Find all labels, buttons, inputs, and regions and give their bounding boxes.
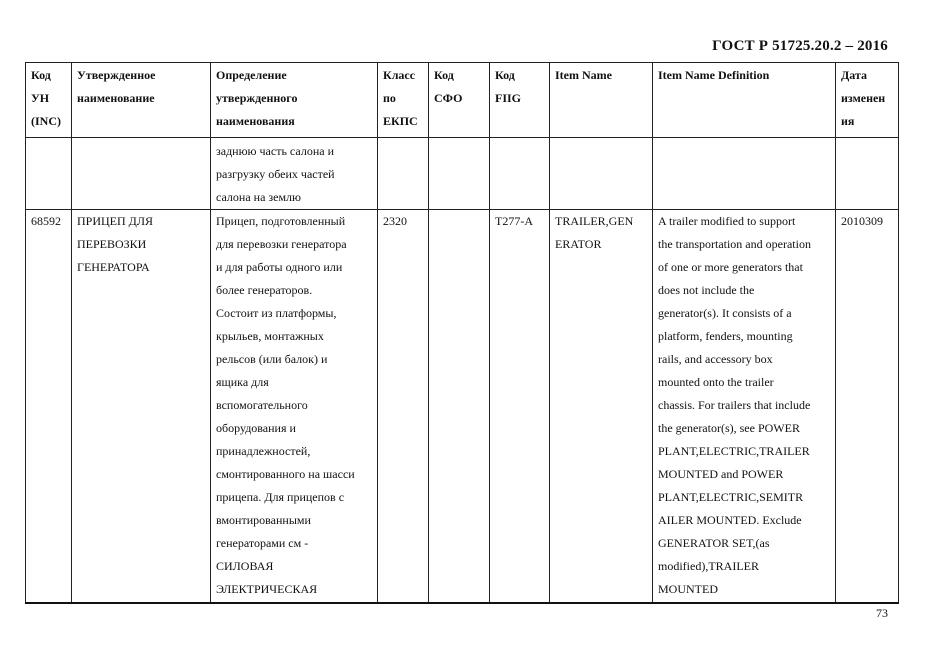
column-header	[72, 63, 211, 138]
cell-line: ЭЛЕКТРИЧЕСКАЯ	[216, 582, 318, 596]
column-header	[26, 63, 72, 138]
cell-line: MOUNTED and POWER	[658, 467, 784, 481]
cell-line: rails, and accessory box	[658, 352, 773, 366]
table-cell	[378, 138, 429, 210]
table-cell	[653, 138, 836, 210]
cell-line: T277-A	[495, 214, 533, 228]
cell-line: the transportation and operation	[658, 237, 811, 251]
cell-line: modified),TRAILER	[658, 559, 759, 573]
column-header	[490, 63, 550, 138]
column-header-line: FIIG	[495, 91, 522, 105]
table-cell	[378, 210, 429, 604]
page-number: 73	[876, 606, 888, 620]
cell-line: does not include the	[658, 283, 755, 297]
cell-line: принадлежностей,	[216, 444, 311, 458]
column-header-line: изменен	[841, 91, 886, 105]
column-header-line: ия	[841, 114, 855, 128]
cell-line: Прицеп, подготовленный	[216, 214, 346, 228]
cell-line: MOUNTED	[658, 582, 718, 596]
document-title: ГОСТ Р 51725.20.2 – 2016	[712, 38, 888, 54]
table-cell	[72, 138, 211, 210]
cell-line: рельсов (или балок) и	[216, 352, 328, 366]
cell-line: the generator(s), see POWER	[658, 421, 800, 435]
table-cell	[211, 210, 378, 604]
cell-line: вмонтированными	[216, 513, 311, 527]
cell-line: 2010309	[841, 214, 883, 228]
column-header-line: Класс	[383, 68, 416, 82]
column-header-line: Утвержденное	[77, 68, 156, 82]
cell-line: 2320	[383, 214, 407, 228]
cell-line: салона на землю	[216, 190, 302, 204]
cell-line: of one or more generators that	[658, 260, 803, 274]
table-cell	[26, 138, 72, 210]
cell-line: GENERATOR SET,(as	[658, 536, 770, 550]
table-cell	[490, 210, 550, 604]
column-header-line: по	[383, 91, 396, 105]
column-header	[550, 63, 653, 138]
table-cell	[836, 210, 899, 604]
cell-line: ПРИЦЕП ДЛЯ	[77, 214, 153, 228]
cell-line: ящика для	[216, 375, 269, 389]
column-header-line: ЕКПС	[383, 114, 418, 128]
column-header-line: Код	[495, 68, 515, 82]
table-cell	[429, 210, 490, 604]
cell-line: ERATOR	[555, 237, 602, 251]
table-cell	[550, 210, 653, 604]
cell-line: оборудования и	[216, 421, 296, 435]
cell-line: крыльев, монтажных	[216, 329, 324, 343]
cell-line: прицепа. Для прицепов с	[216, 490, 345, 504]
table-cell	[653, 210, 836, 604]
cell-line: вспомогательного	[216, 398, 308, 412]
cell-line: ПЕРЕВОЗКИ	[77, 237, 147, 251]
table-cell	[211, 138, 378, 210]
cell-line: генераторами см -	[216, 536, 309, 550]
column-header-line: Код	[31, 68, 51, 82]
column-header-line: (INC)	[31, 114, 61, 128]
column-header-line: наименование	[77, 91, 155, 105]
table-cell	[550, 138, 653, 210]
column-header-line: Код	[434, 68, 454, 82]
column-header	[378, 63, 429, 138]
cell-line: разгрузку обеих частей	[216, 167, 335, 181]
table-cell	[72, 210, 211, 604]
table-header-row	[26, 63, 899, 138]
table-row	[26, 210, 899, 604]
cell-line: PLANT,ELECTRIC,SEMITR	[658, 490, 804, 504]
column-header-line: Дата	[841, 68, 867, 82]
cell-line: mounted onto the trailer	[658, 375, 774, 389]
cell-line: заднюю часть салона и	[216, 144, 334, 158]
column-header-line: наименования	[216, 114, 295, 128]
column-header-line: Item Name Definition	[658, 68, 770, 82]
cell-line: для перевозки генератора	[216, 237, 347, 251]
table-row	[26, 138, 899, 210]
column-header-line: утвержденного	[216, 91, 298, 105]
column-header-line: Item Name	[555, 68, 612, 82]
cell-line: PLANT,ELECTRIC,TRAILER	[658, 444, 810, 458]
cell-line: AILER MOUNTED. Exclude	[658, 513, 802, 527]
cell-line: более генераторов.	[216, 283, 313, 297]
table-cell	[490, 138, 550, 210]
cell-line: 68592	[31, 214, 61, 228]
column-header-line: УН	[31, 91, 50, 105]
column-header	[429, 63, 490, 138]
cell-line: смонтированного на шасси	[216, 467, 355, 481]
cell-line: ГЕНЕРАТОРА	[77, 260, 150, 274]
cell-line: Состоит из платформы,	[216, 306, 337, 320]
cell-line: platform, fenders, mounting	[658, 329, 793, 343]
column-header-line: Определение	[216, 68, 287, 82]
catalog-table	[25, 62, 899, 604]
column-header	[211, 63, 378, 138]
cell-line: chassis. For trailers that include	[658, 398, 811, 412]
table-cell	[26, 210, 72, 604]
cell-line: и для работы одного или	[216, 260, 343, 274]
cell-line: A trailer modified to support	[658, 214, 796, 228]
column-header	[653, 63, 836, 138]
cell-line: generator(s). It consists of a	[658, 306, 792, 320]
cell-line: TRAILER,GEN	[555, 214, 634, 228]
column-header-line: СФО	[434, 91, 463, 105]
cell-line: СИЛОВАЯ	[216, 559, 274, 573]
column-header	[836, 63, 899, 138]
table-cell	[429, 138, 490, 210]
table-cell	[836, 138, 899, 210]
